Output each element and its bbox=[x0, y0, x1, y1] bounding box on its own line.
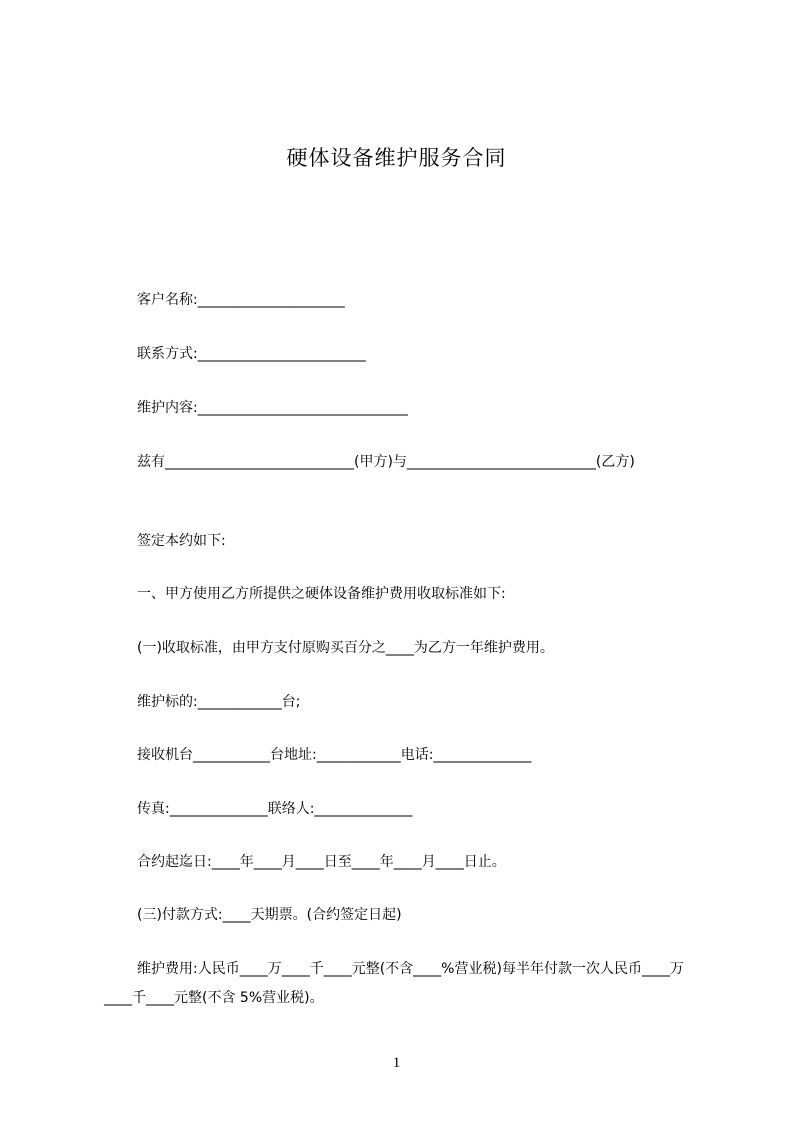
page-number: 1 bbox=[392, 1055, 401, 1071]
charge-standard-line: (一)收取标准，由甲方支付原购买百分之____为乙方一年维护费用。 bbox=[137, 640, 554, 656]
parties-paragraph: 兹有___________________________(甲方)与___________________________(乙方) bbox=[137, 454, 635, 470]
maintenance-content-line: 维护内容:______________________________ bbox=[137, 400, 408, 416]
maintenance-target-line: 维护标的:____________台; bbox=[137, 694, 301, 710]
payment-method-line: (三)付款方式:____天期票。(合约签定日起) bbox=[137, 907, 402, 923]
section-one-heading: 一、甲方使用乙方所提供之硬体设备维护费用收取标准如下: bbox=[137, 586, 506, 602]
contact-line: 联系方式:________________________ bbox=[137, 346, 366, 362]
document-title: 硬体设备维护服务合同 bbox=[286, 146, 507, 170]
customer-name-line: 客户名称:_____________________ bbox=[137, 292, 345, 308]
contract-period-line: 合约起迄日:____年____月____日至____年____月____日止。 bbox=[137, 854, 506, 870]
maintenance-fee-paragraph: 维护费用:人民币____万____千____元整(不含____%营业税)每半年付款一次人民币____万____千____元整(不含 5%营业税)。 bbox=[104, 961, 684, 1006]
fax-line: 传真:______________联络人:______________ bbox=[137, 801, 413, 817]
receiving-machine-line: 接收机台___________台地址:____________电话:______________ bbox=[137, 747, 532, 763]
agreement-intro-line: 签定本约如下: bbox=[137, 533, 226, 549]
